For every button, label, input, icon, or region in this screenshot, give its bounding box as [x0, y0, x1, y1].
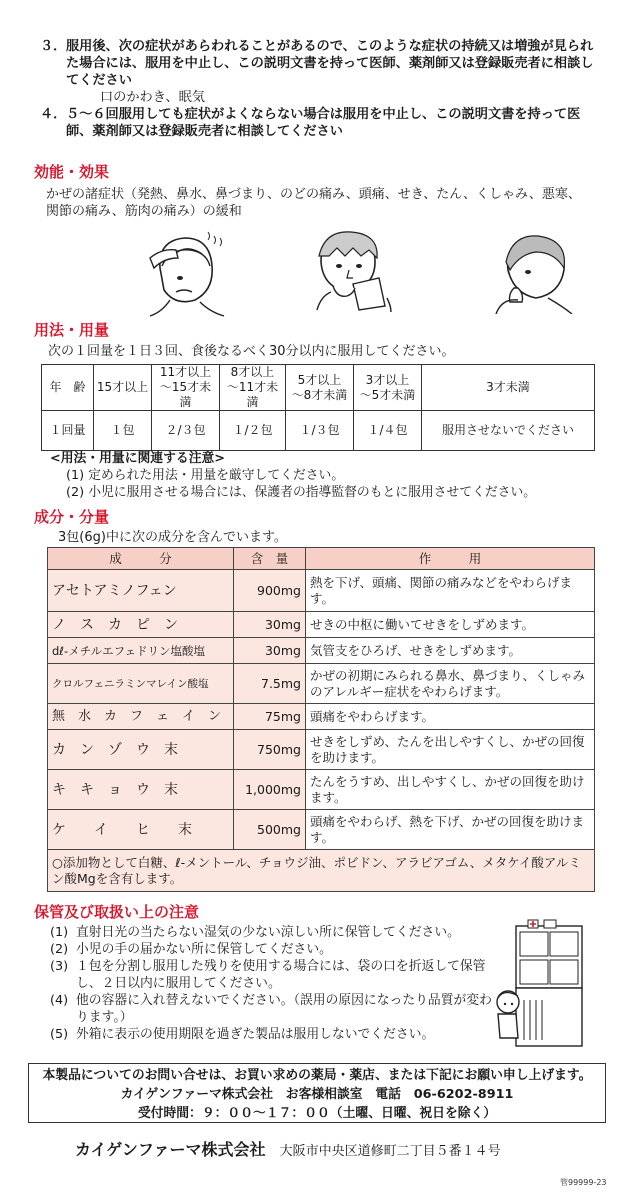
ingredient-row: [48, 570, 595, 612]
storage-item: [50, 992, 500, 1026]
storage-item: [50, 1026, 500, 1043]
warning-item: [40, 106, 600, 140]
ingredient-name: カ ン ゾ ウ 末: [48, 730, 234, 770]
storage-item-number: (5): [50, 1027, 69, 1042]
ingredient-effect: 頭痛をやわらげます。: [306, 704, 595, 730]
storage-item-text: １包を分割し服用した残りを使用する場合には、袋の口を折返して保管し、２日以内に服用してください。: [76, 959, 486, 991]
storage-item-number: (4): [50, 993, 69, 1008]
dosage-header-row: [42, 365, 595, 411]
dosage-note-item: (1) 定められた用法・用量を厳守してください。: [66, 468, 345, 483]
dosage-cell: １回量: [42, 411, 94, 451]
ingredient-row: [48, 612, 595, 638]
ingredient-name: アセトアミノフェン: [48, 570, 234, 612]
ingredient-amount: 1,000mg: [234, 770, 306, 810]
dosage-intro: 次の１回量を１日３回、食後なるべく30分以内に服用してください。: [48, 344, 455, 359]
dosage-notes: [50, 450, 610, 501]
dosage-cell: １包: [94, 411, 152, 451]
ingredient-name: ケ イ ヒ 末: [48, 810, 234, 850]
contact-line: 本製品についてのお問い合せは、お買い求めの薬局・薬店、または下記にお願い申し上げます。: [42, 1068, 592, 1083]
ingredient-name: dℓ-メチルエフェドリン塩酸塩: [48, 638, 234, 664]
ingredient-effect: せきの中枢に働いてせきをしずめます。: [306, 612, 595, 638]
storage-list: [50, 924, 500, 1043]
ingredient-amount: 75mg: [234, 704, 306, 730]
warning-text: 服用後、次の症状があらわれることがあるので、このような症状の持続又は増強が見られた場合には、服用を中止し、この説明文書を持って医師、薬剤師又は登録販売者に相談してください: [66, 39, 594, 88]
storage-item: [50, 924, 500, 941]
warning-number: ４．: [40, 107, 67, 122]
runny-nose-illustration: [303, 226, 393, 312]
ingredients-table: [47, 547, 595, 892]
ingredient-name: クロルフェニラミンマレイン酸塩: [48, 664, 234, 704]
ingredient-amount: 7.5mg: [234, 664, 306, 704]
warning-item: [40, 38, 600, 89]
dosage-cell: １/４包: [354, 411, 422, 451]
storage-item: [50, 941, 500, 958]
ingredient-row: [48, 638, 595, 664]
headache-illustration: [140, 228, 230, 318]
storage-item-text: 外箱に表示の使用期限を過ぎた製品は服用しないでください。: [76, 1027, 435, 1042]
warnings-list: [40, 38, 600, 140]
ingredient-row: [48, 770, 595, 810]
ingredient-amount: 900mg: [234, 570, 306, 612]
ingredient-effect: 気管支をひろげ、せきをしずめます。: [306, 638, 595, 664]
company-name: カイゲンファーマ株式会社: [75, 1140, 266, 1159]
storage-item-number: (2): [50, 942, 69, 957]
ingredients-header-cell: 成 分: [48, 548, 234, 570]
storage-item: [50, 958, 500, 992]
ingredient-amount: 750mg: [234, 730, 306, 770]
warning-symptoms: 口のかわき、眠気: [100, 90, 205, 105]
dosage-cell: １/３包: [286, 411, 354, 451]
ingredients-title: 成分・分量: [34, 508, 110, 526]
ingredients-header-row: [48, 548, 595, 570]
contact-line: カイゲンファーマ株式会社 お客様相談室 電話 06-6202-8911: [120, 1087, 514, 1102]
ingredient-row: [48, 664, 595, 704]
ingredient-name: 無 水 カ フ ェ イ ン: [48, 704, 234, 730]
additives-text: ○添加物として白糖、ℓ-メントール、チョウジ油、ポビドン、アラビアゴム、メタケイ酸アルミン酸Mgを含有します。: [48, 850, 595, 892]
ingredient-row: [48, 730, 595, 770]
ingredients-intro: 3包(6g)中に次の成分を含んでいます。: [58, 530, 287, 545]
ingredient-effect: かぜの初期にみられる鼻水、鼻づまり、くしゃみのアレルギー症状をやわらげます。: [306, 664, 595, 704]
coughing-illustration: [488, 228, 578, 314]
ingredient-effect: 頭痛をやわらげ、熱を下げ、かぜの回復を助けます。: [306, 810, 595, 850]
ingredient-name: ノ ス カ ピ ン: [48, 612, 234, 638]
ingredients-header-cell: 含 量: [234, 548, 306, 570]
warning-number: ３．: [40, 39, 67, 54]
dosage-notes-title: <用法・用量に関連する注意>: [50, 451, 226, 466]
storage-item-text: 直射日光の当たらない湿気の少ない涼しい所に保管してください。: [76, 925, 460, 940]
dosage-cell: ２/３包: [152, 411, 220, 451]
dosage-header-cell: 3才未満: [422, 365, 595, 411]
ingredient-row: [48, 810, 595, 850]
storage-item-number: (3): [50, 959, 69, 974]
dosage-row: [42, 411, 595, 451]
document-code: 管99999-23: [560, 1178, 607, 1187]
ingredient-name: キ キ ョ ウ 末: [48, 770, 234, 810]
contact-line: 受付時間：９：００～１７：００（土曜、日曜、祝日を除く）: [137, 1106, 497, 1121]
dosage-cell: 服用させないでください: [422, 411, 595, 451]
storage-item-number: (1): [50, 925, 69, 940]
storage-item-text: 他の容器に入れ替えないでください。（誤用の原因になったり品質が変わります。）: [76, 993, 492, 1025]
footer: [75, 1140, 501, 1160]
dosage-header-cell: 年 齢: [42, 365, 94, 411]
ingredient-effect: たんをうすめ、出しやすくし、かぜの回復を助けます。: [306, 770, 595, 810]
contact-box: [28, 1063, 606, 1123]
dosage-title: 用法・用量: [34, 321, 110, 339]
dosage-header-cell: 15才以上: [94, 365, 152, 411]
efficacy-text: かぜの諸症状（発熱、鼻水、鼻づまり、のどの痛み、頭痛、せき、たん、くしゃみ、悪寒、関節の痛み、筋肉の痛み）の緩和: [46, 187, 581, 219]
storage-item-text: 小児の手の届かない所に保管してください。: [76, 942, 332, 957]
company-address: 大阪市中央区道修町二丁目５番１４号: [279, 1144, 501, 1159]
ingredient-row: [48, 704, 595, 730]
dosage-table: [41, 364, 595, 451]
dosage-header-cell: 11才以上 ～15才未満: [152, 365, 220, 411]
storage-title: 保管及び取扱い上の注意: [34, 903, 200, 921]
medicine-cabinet-illustration: [494, 918, 586, 1048]
additives-row: [48, 850, 595, 892]
ingredient-amount: 30mg: [234, 638, 306, 664]
dosage-header-cell: 5才以上 ～8才未満: [286, 365, 354, 411]
ingredients-header-cell: 作 用: [306, 548, 595, 570]
warning-text: ５～６回服用しても症状がよくならない場合は服用を中止し、この説明文書を持って医師、薬剤師又は登録販売者に相談してください: [66, 107, 581, 139]
ingredient-amount: 30mg: [234, 612, 306, 638]
efficacy-title: 効能・効果: [34, 163, 110, 181]
dosage-header-cell: 8才以上 ～11才未満: [220, 365, 286, 411]
ingredient-amount: 500mg: [234, 810, 306, 850]
dosage-cell: １/２包: [220, 411, 286, 451]
dosage-header-cell: 3才以上 ～5才未満: [354, 365, 422, 411]
ingredient-effect: せきをしずめ、たんを出しやすくし、かぜの回復を助けます。: [306, 730, 595, 770]
ingredient-effect: 熱を下げ、頭痛、関節の痛みなどをやわらげます。: [306, 570, 595, 612]
dosage-note-item: (2) 小児に服用させる場合には、保護者の指導監督のもとに服用させてください。: [66, 485, 537, 500]
